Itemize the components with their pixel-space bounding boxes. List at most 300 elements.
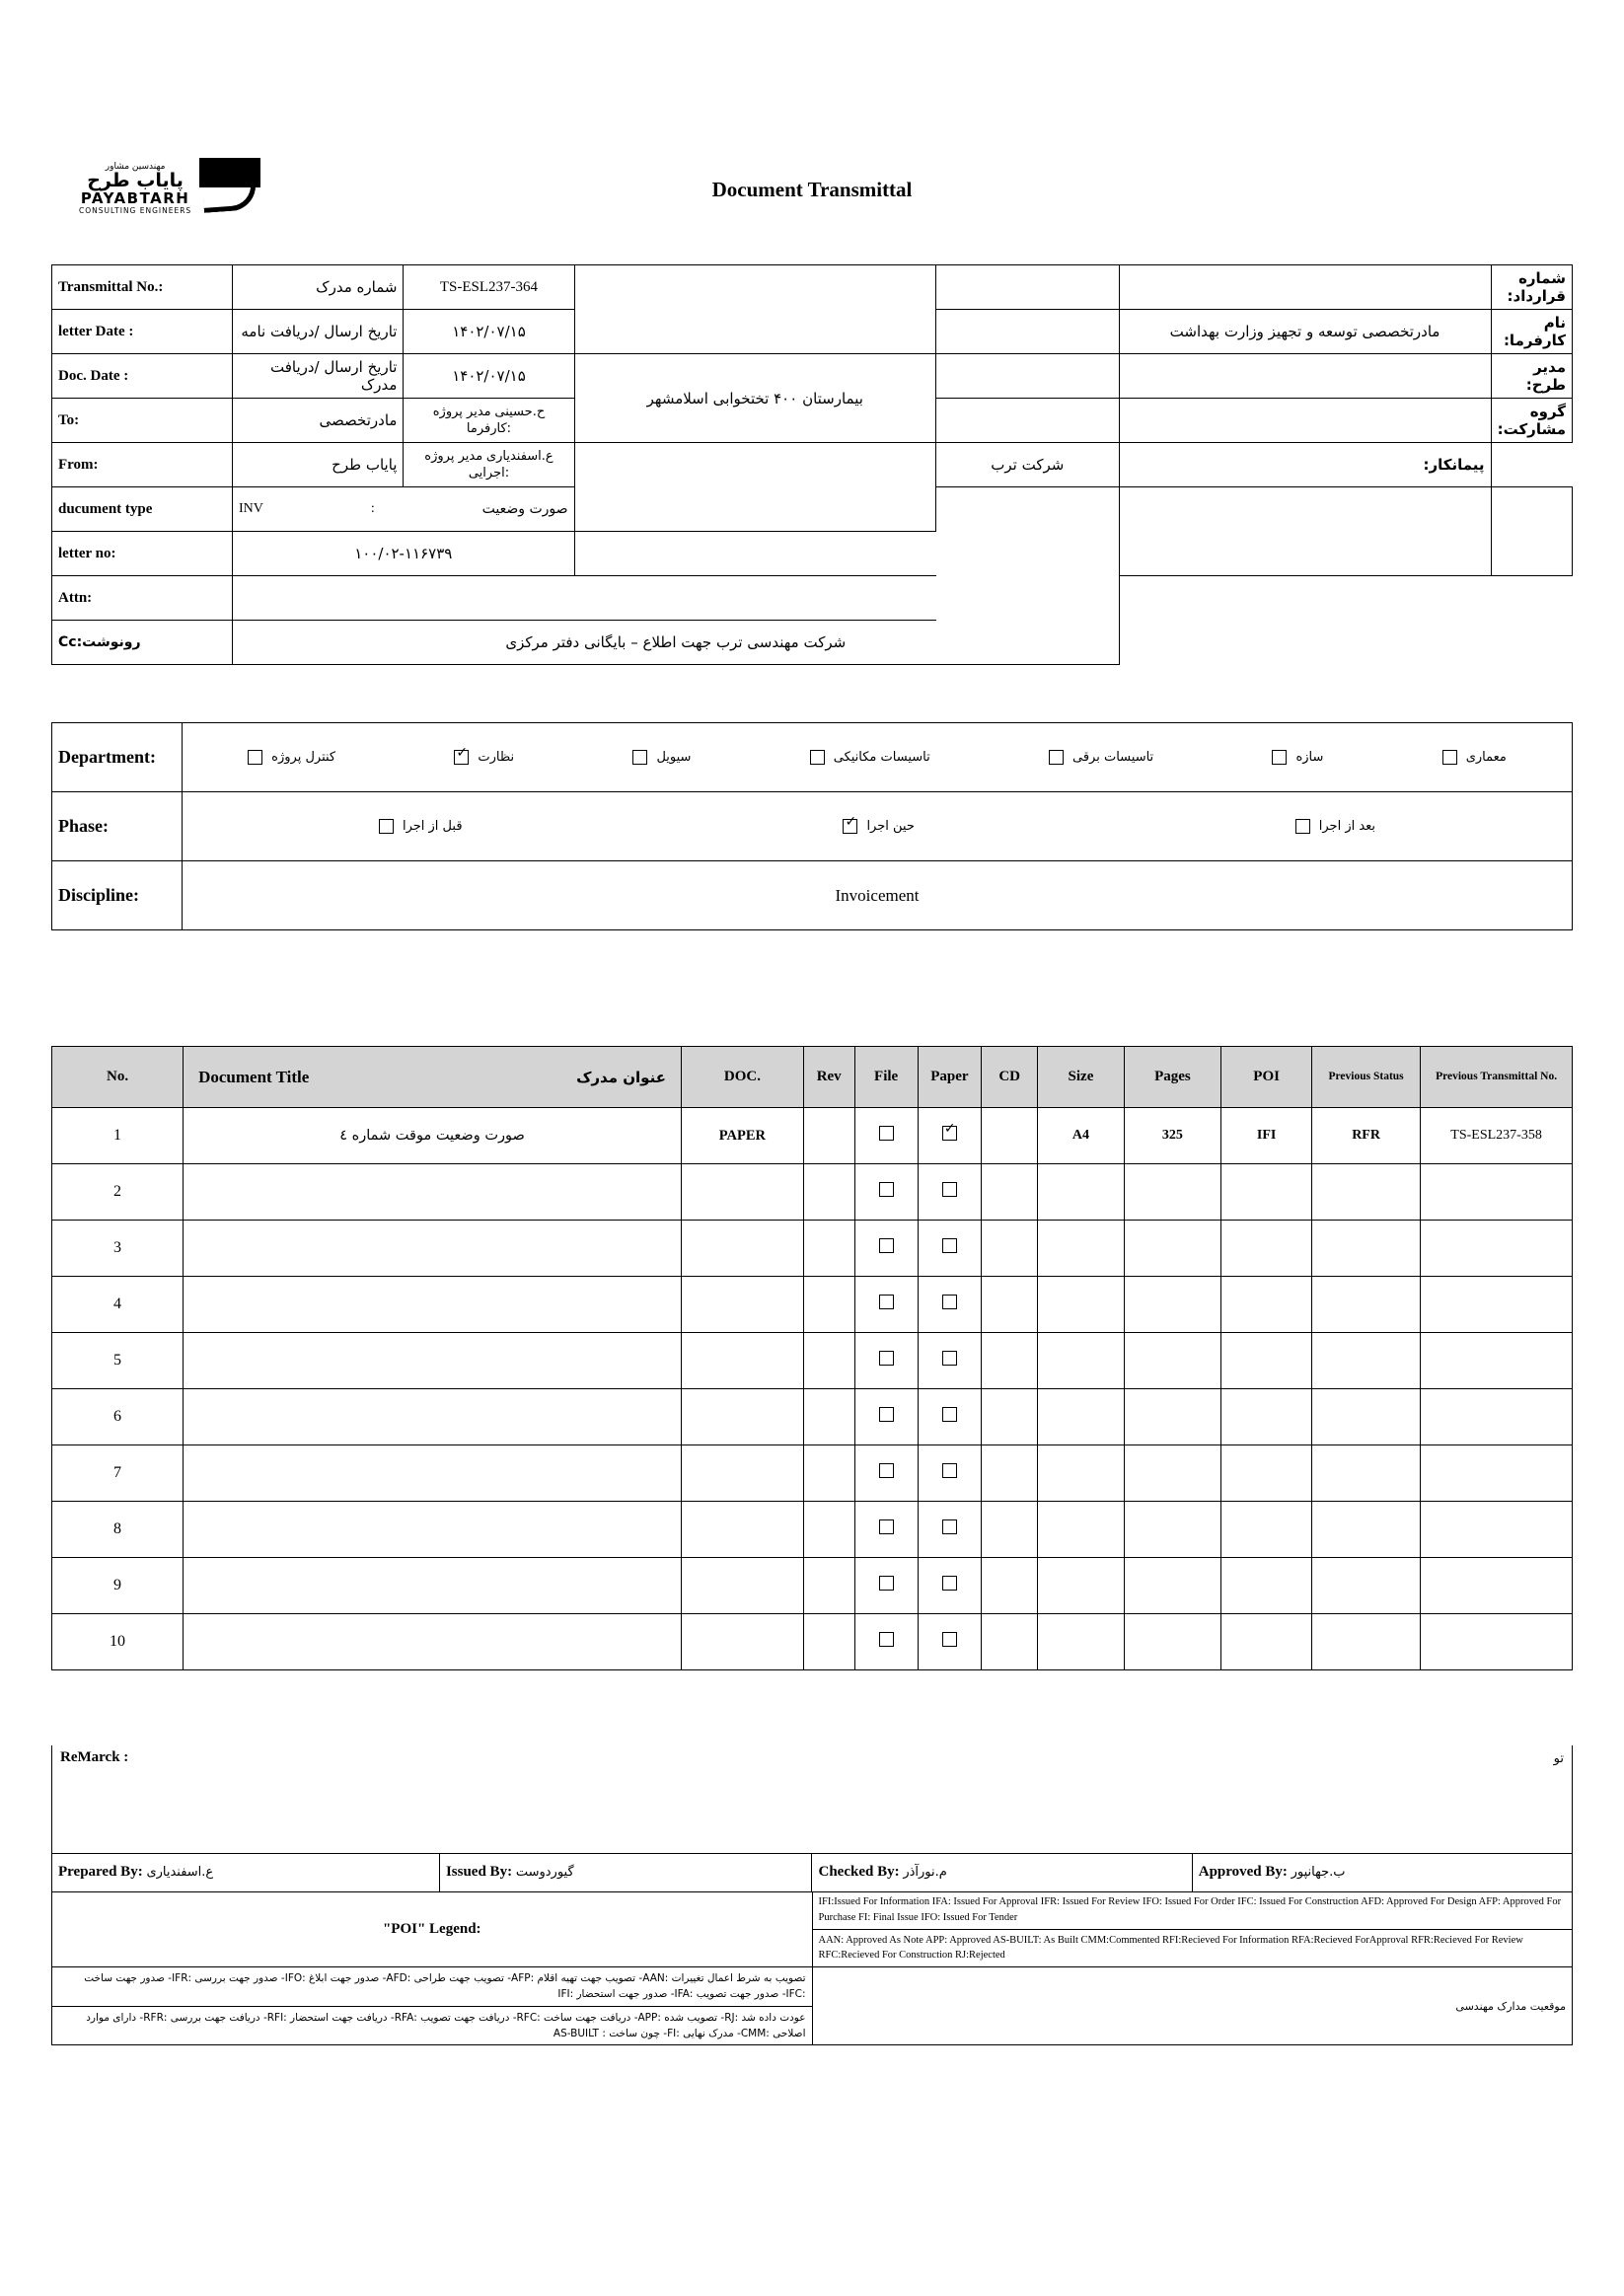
department-checkbox-electrical[interactable] [1049, 750, 1064, 765]
cell-previous-transmittal[interactable] [1421, 1502, 1573, 1558]
cell-previous-status[interactable] [1312, 1164, 1421, 1221]
file-checkbox[interactable] [879, 1519, 894, 1534]
logo-line-4: CONSULTING ENGINEERS [79, 205, 192, 215]
file-checkbox[interactable] [879, 1463, 894, 1478]
cell-previous-status[interactable] [1312, 1445, 1421, 1502]
cell-cd[interactable] [982, 1502, 1038, 1558]
cell-file[interactable] [854, 1502, 918, 1558]
page-title: Document Transmittal [711, 178, 913, 201]
cell-size[interactable] [1038, 1277, 1124, 1333]
cell-pages[interactable] [1124, 1333, 1221, 1389]
cell-previous-transmittal[interactable] [1421, 1277, 1573, 1333]
cell-previous-status: RFR [1312, 1108, 1421, 1164]
value-discipline[interactable]: Invoicement [183, 861, 1573, 930]
cell-previous-transmittal: TS-ESL237-358 [1421, 1108, 1573, 1164]
blank-cell-contractor [574, 443, 936, 532]
cell-no: 2 [52, 1164, 184, 1221]
header-cd: CD [982, 1047, 1038, 1108]
signature-issued-by[interactable] [439, 1854, 812, 1891]
department-label-supervision: نظارت [478, 750, 515, 765]
value-doc-date[interactable]: ۱۴۰۲/۰۷/۱۵ [404, 354, 574, 399]
cell-file[interactable] [854, 1389, 918, 1445]
cell-no: 6 [52, 1389, 184, 1445]
documents-table-header-row [52, 1047, 1573, 1108]
value-checked-by: م.نورآذر [903, 1865, 947, 1881]
cell-previous-status[interactable] [1312, 1502, 1421, 1558]
cell-rev[interactable] [803, 1277, 854, 1333]
poi-legend-fa-line-1: تصویب به شرط اعمال تغییرات :AAN- تصویب جهت تهیه اقلام :AFP- تصویب جهت طراحی :AFD- صدور جهت ابلاغ :IFO- صدور جهت بررسی :IFR- صدور جهت ساخت :IFC- صدور جهت تصویب :IFA- صدور جهت استحضار :IFI [52, 1967, 813, 2007]
cell-no: 10 [52, 1614, 184, 1670]
cell-paper[interactable] [918, 1389, 981, 1445]
header-paper: Paper [918, 1047, 981, 1108]
cell-previous-status[interactable] [1312, 1558, 1421, 1614]
value-from-fa: پایاب طرح [233, 443, 404, 487]
cell-rev[interactable] [803, 1108, 854, 1164]
cell-doc[interactable] [681, 1389, 803, 1445]
value-transmittal-no[interactable]: TS-ESL237-364 [404, 265, 574, 310]
cell-rev[interactable] [803, 1164, 854, 1221]
signature-checked-by[interactable] [812, 1854, 1192, 1891]
phase-item-before[interactable] [379, 819, 463, 834]
remark-box[interactable] [51, 1745, 1573, 1854]
file-checkbox[interactable] [879, 1238, 894, 1253]
department-label-civil: سیویل [656, 750, 692, 765]
cell-file[interactable] [854, 1108, 918, 1164]
cell-poi[interactable] [1221, 1221, 1312, 1277]
cell-previous-transmittal[interactable] [1421, 1614, 1573, 1670]
cell-pages[interactable] [1124, 1614, 1221, 1670]
label-cc [52, 621, 233, 665]
label-approved-by: Approved By: [1198, 1864, 1288, 1881]
label-contractor: پیمانکار: [1119, 443, 1491, 487]
classification-table [51, 722, 1573, 930]
header-no: No. [52, 1047, 184, 1108]
table-row [52, 1502, 1573, 1558]
project-name-cell-top [574, 265, 936, 354]
department-checkbox-supervision[interactable] [454, 750, 469, 765]
cell-doc[interactable] [681, 1445, 803, 1502]
poi-legend-table [51, 1891, 1573, 2045]
cell-previous-transmittal[interactable] [1421, 1333, 1573, 1389]
value-prepared-by: ع.اسفندیاری [146, 1865, 214, 1881]
phase-label-during: حین اجرا [866, 819, 915, 834]
cell-document-title[interactable] [184, 1502, 682, 1558]
label-transmittal-no: Transmittal No.: [52, 265, 233, 310]
department-item-electrical[interactable] [1049, 750, 1153, 765]
label-document-type-fa: صورت وضعیت [481, 501, 568, 517]
label-doc-date: Doc. Date : [52, 354, 233, 399]
department-checkbox-memari[interactable] [1442, 750, 1457, 765]
cell-paper[interactable] [918, 1108, 981, 1164]
paper-checkbox[interactable] [942, 1126, 957, 1141]
label-phase: Phase: [52, 792, 183, 861]
cell-document-title-text: صورت وضعیت موقت شماره ٤ [339, 1128, 525, 1144]
cell-paper[interactable] [918, 1333, 981, 1389]
cell-paper[interactable] [918, 1614, 981, 1670]
label-to: To: [52, 399, 233, 443]
cell-cd[interactable] [982, 1333, 1038, 1389]
table-row [52, 354, 1573, 399]
value-employer-project-manager[interactable] [404, 399, 574, 443]
value-issued-by: گیوردوست [515, 1865, 574, 1881]
label-discipline: Discipline: [52, 861, 183, 930]
table-row [52, 1967, 1573, 2007]
label-design-manager: مدیر طرح: [1491, 354, 1572, 399]
file-checkbox[interactable] [879, 1126, 894, 1141]
file-checkbox[interactable] [879, 1632, 894, 1647]
cell-size[interactable] [1038, 1333, 1124, 1389]
department-item-memari[interactable] [1442, 750, 1507, 765]
label-employer-pm: مدیر پروژه کارفرما: [432, 405, 512, 436]
header-poi: POI [1221, 1047, 1312, 1108]
department-label-mechanical: تاسیسات مکانیکی [833, 750, 930, 765]
label-exec-pm: مدیر پروژه اجرایی: [424, 449, 510, 481]
remark-label: ReMarck : [60, 1749, 129, 1765]
value-to-fa: مادرتخصصی [233, 399, 404, 443]
table-row [52, 443, 1573, 487]
cell-size[interactable] [1038, 1164, 1124, 1221]
department-checkbox-civil[interactable] [632, 750, 647, 765]
label-issued-by: Issued By: [445, 1864, 513, 1881]
cell-cd[interactable] [982, 1389, 1038, 1445]
cell-doc: PAPER [681, 1108, 803, 1164]
right-value-partnership [936, 399, 1120, 443]
header-pages: Pages [1124, 1047, 1221, 1108]
mid-blank-1 [1119, 487, 1491, 576]
cell-size[interactable] [1038, 1558, 1124, 1614]
cell-doc[interactable] [681, 1333, 803, 1389]
cell-poi[interactable] [1221, 1389, 1312, 1445]
document-type-colon: : [370, 501, 375, 516]
cell-rev[interactable] [803, 1333, 854, 1389]
label-prepared-by: Prepared By: [58, 1864, 143, 1881]
cell-previous-transmittal[interactable] [1421, 1389, 1573, 1445]
cell-document-title[interactable] [184, 1389, 682, 1445]
value-employer-name: مادرتخصصی توسعه و تجهیز وزارت بهداشت [1119, 310, 1491, 354]
cell-document-title[interactable] [184, 1221, 682, 1277]
classification-block [51, 722, 1573, 930]
paper-checkbox[interactable] [942, 1519, 957, 1534]
department-item-project-control[interactable] [248, 750, 335, 765]
poi-legend-fa-line-2: عودت داده شد :RJ- تصویب شده :APP- دریافت جهت ساخت :RFC- دریافت جهت تصویب :RFA- دریافت جهت استحضار :RFI- دریافت جهت بررسی :RFR- دارای موارد اصلاحی :CMM- مدرک نهایی :FI- چون ساخت : AS-BUILT [52, 2006, 813, 2045]
header-previous-status: Previous Status [1312, 1047, 1421, 1108]
poi-legend-block [51, 1891, 1573, 2045]
cell-no: 9 [52, 1558, 184, 1614]
table-row [52, 1108, 1573, 1164]
logo-line-3: PAYABTARH [80, 188, 190, 207]
cell-no: 7 [52, 1445, 184, 1502]
cell-pages[interactable] [1124, 1445, 1221, 1502]
cell-no: 1 [52, 1108, 184, 1164]
phase-checkbox-before[interactable] [379, 819, 394, 834]
cell-document-title[interactable] [184, 1108, 682, 1164]
cell-pages[interactable] [1124, 1502, 1221, 1558]
header-file: File [854, 1047, 918, 1108]
cell-previous-status[interactable] [1312, 1221, 1421, 1277]
cell-cd[interactable] [982, 1164, 1038, 1221]
cell-file[interactable] [854, 1333, 918, 1389]
label-from: From: [52, 443, 233, 487]
cell-file[interactable] [854, 1614, 918, 1670]
phase-checkbox-after[interactable] [1295, 819, 1310, 834]
label-attn: Attn: [52, 576, 233, 621]
cell-previous-transmittal[interactable] [1421, 1164, 1573, 1221]
cell-document-title[interactable] [184, 1558, 682, 1614]
label-letter-date-fa: تاریخ ارسال /دریافت نامه [233, 310, 404, 354]
cell-paper[interactable] [918, 1164, 981, 1221]
cell-doc[interactable] [681, 1221, 803, 1277]
phase-label-before: قبل از اجرا [402, 819, 463, 834]
table-row [52, 1445, 1573, 1502]
cell-cd[interactable] [982, 1558, 1038, 1614]
header-previous-transmittal: Previous Transmittal No. [1421, 1047, 1573, 1108]
department-item-sazeh[interactable] [1272, 750, 1323, 765]
header-rev: Rev [803, 1047, 854, 1108]
cell-previous-status[interactable] [1312, 1389, 1421, 1445]
label-cc-fa: Cc:رونوشت [58, 633, 141, 650]
cell-paper[interactable] [918, 1445, 981, 1502]
cell-poi[interactable] [1221, 1277, 1312, 1333]
header-document-title [184, 1047, 682, 1108]
value-document-type: INV [239, 501, 263, 516]
header-document-title-en: Document Title [198, 1067, 310, 1086]
header-size: Size [1038, 1047, 1124, 1108]
cell-pages[interactable] [1124, 1389, 1221, 1445]
label-transmittal-no-fa: شماره مدرک [233, 265, 404, 310]
cell-pages[interactable] [1124, 1558, 1221, 1614]
cell-document-title[interactable] [184, 1614, 682, 1670]
phase-item-during[interactable] [843, 819, 914, 834]
label-contract-no: شماره قرارداد: [1491, 265, 1572, 310]
paper-checkbox[interactable] [942, 1295, 957, 1309]
cell-doc[interactable] [681, 1614, 803, 1670]
cell-paper[interactable] [918, 1558, 981, 1614]
mid-partnership [1119, 399, 1491, 443]
cell-previous-status[interactable] [1312, 1333, 1421, 1389]
value-letter-date[interactable]: ۱۴۰۲/۰۷/۱۵ [404, 310, 574, 354]
signature-table [51, 1854, 1573, 1892]
cell-paper[interactable] [918, 1221, 981, 1277]
cell-rev[interactable] [803, 1558, 854, 1614]
table-row [52, 265, 1573, 310]
department-item-supervision[interactable] [454, 750, 514, 765]
table-row [52, 1389, 1573, 1445]
value-employer-pm-name: ح.حسینی [494, 405, 546, 419]
phase-checkboxes [183, 792, 1573, 861]
cell-document-title[interactable] [184, 1445, 682, 1502]
cell-size[interactable] [1038, 1445, 1124, 1502]
cell-pages: 325 [1124, 1108, 1221, 1164]
cell-size[interactable] [1038, 1614, 1124, 1670]
cell-rev[interactable] [803, 1614, 854, 1670]
department-item-civil[interactable] [632, 750, 691, 765]
cell-file[interactable] [854, 1277, 918, 1333]
department-checkbox-project-control[interactable] [248, 750, 262, 765]
department-label-sazeh: سازه [1295, 750, 1324, 765]
header-doc: DOC. [681, 1047, 803, 1108]
cell-pages[interactable] [1124, 1221, 1221, 1277]
department-label-electrical: تاسیسات برقی [1072, 750, 1154, 765]
department-checkboxes [183, 723, 1573, 792]
file-checkbox[interactable] [879, 1351, 894, 1366]
phase-checkbox-during[interactable] [843, 819, 857, 834]
cell-doc[interactable] [681, 1277, 803, 1333]
cell-poi[interactable] [1221, 1333, 1312, 1389]
remark-note: تو [1553, 1751, 1564, 1766]
signature-row [51, 1854, 1573, 1892]
cell-poi[interactable] [1221, 1558, 1312, 1614]
label-poi-legend: "POI" Legend: [52, 1891, 813, 1967]
cell-file[interactable] [854, 1221, 918, 1277]
right-mid-contract [1119, 265, 1491, 310]
paper-checkbox[interactable] [942, 1576, 957, 1591]
right-value-contract-no [936, 265, 1120, 310]
cell-poi[interactable] [1221, 1445, 1312, 1502]
poi-legend-line-1: IFI:Issued For Information IFA: Issued For Approval IFR: Issued For Review IFO: Issued For Order IFC: Issued For Construction AFD: Approved For Design AFP: Approved For Purchase FI: Final Issue IFO: Issued For Tender [812, 1891, 1573, 1929]
table-row [52, 1164, 1573, 1221]
logo-line-1: مهندسین مشاور [105, 161, 166, 172]
value-exec-pm-name: ع.اسفندیاری [485, 449, 554, 464]
cell-file[interactable] [854, 1164, 918, 1221]
table-row [52, 621, 1573, 665]
cell-previous-status[interactable] [1312, 1614, 1421, 1670]
paper-checkbox[interactable] [942, 1238, 957, 1253]
paper-checkbox[interactable] [942, 1182, 957, 1197]
cell-rev[interactable] [803, 1502, 854, 1558]
cell-pages[interactable] [1124, 1164, 1221, 1221]
cell-cd[interactable] [982, 1221, 1038, 1277]
value-attn[interactable] [233, 576, 1120, 621]
cell-size[interactable] [1038, 1389, 1124, 1445]
header-document-title-fa: عنوان مدرک [576, 1068, 666, 1086]
table-row [52, 1558, 1573, 1614]
label-letter-date: letter Date : [52, 310, 233, 354]
signature-prepared-by[interactable] [52, 1854, 440, 1891]
cell-no: 5 [52, 1333, 184, 1389]
file-checkbox[interactable] [879, 1182, 894, 1197]
table-row [52, 1221, 1573, 1277]
cell-paper[interactable] [918, 1277, 981, 1333]
paper-checkbox[interactable] [942, 1463, 957, 1478]
cell-previous-transmittal[interactable] [1421, 1558, 1573, 1614]
department-checkbox-mechanical[interactable] [810, 750, 825, 765]
poi-legend-line-2: AAN: Approved As Note APP: Approved AS-BUILT: As Built CMM:Commented RFI:Recieved For Information RFA:Recieved ForApproval RFR:Recieved For Review RFC:Recieved For Construction RJ:Rejected [812, 1929, 1573, 1967]
cell-size: A4 [1038, 1108, 1124, 1164]
table-row [52, 1614, 1573, 1670]
right-value-employer [936, 310, 1120, 354]
phase-item-after[interactable] [1295, 819, 1375, 834]
paper-checkbox[interactable] [942, 1351, 957, 1366]
table-row [52, 1277, 1573, 1333]
cell-rev[interactable] [803, 1221, 854, 1277]
cell-file[interactable] [854, 1445, 918, 1502]
signature-approved-by[interactable] [1192, 1854, 1572, 1891]
department-label-project-control: کنترل پروژه [271, 750, 336, 765]
cell-document-title[interactable] [184, 1333, 682, 1389]
cell-doc[interactable] [681, 1502, 803, 1558]
value-cc[interactable]: شرکت مهندسی ترب جهت اطلاع – بایگانی دفتر مرکزی [233, 621, 1120, 665]
cell-cd[interactable] [982, 1277, 1038, 1333]
phase-row [52, 792, 1573, 861]
table-row [52, 576, 1573, 621]
department-label-memari: معماری [1465, 750, 1507, 765]
cell-previous-transmittal[interactable] [1421, 1221, 1573, 1277]
table-row [52, 1333, 1573, 1389]
discipline-row [52, 861, 1573, 930]
documents-table-block [51, 1046, 1573, 1670]
cell-size[interactable] [1038, 1221, 1124, 1277]
label-employer-name: نام کارفرما: [1491, 310, 1572, 354]
cell-doc[interactable] [681, 1558, 803, 1614]
value-document-type-cell[interactable] [233, 487, 575, 532]
department-item-mechanical[interactable] [810, 750, 930, 765]
cell-no: 3 [52, 1221, 184, 1277]
page-header [59, 148, 1565, 257]
file-checkbox[interactable] [879, 1295, 894, 1309]
cell-document-title[interactable] [184, 1277, 682, 1333]
table-row [52, 1891, 1573, 1929]
paper-checkbox[interactable] [942, 1632, 957, 1647]
logo-line-2: پایاب طرح [87, 169, 184, 191]
mid-design-manager [1119, 354, 1491, 399]
cell-poi[interactable] [1221, 1614, 1312, 1670]
cell-cd[interactable] [982, 1614, 1038, 1670]
department-checkbox-sazeh[interactable] [1272, 750, 1287, 765]
label-poi-legend-fa: موقعیت مدارک مهندسی [812, 1967, 1573, 2045]
label-document-type: ducument type [52, 487, 233, 532]
table-row [52, 1854, 1573, 1891]
cell-cd[interactable] [982, 1108, 1038, 1164]
label-letter-no: letter no: [52, 532, 233, 576]
cell-previous-transmittal[interactable] [1421, 1445, 1573, 1502]
right-blank-1 [1491, 487, 1572, 576]
label-doc-date-fa: تاریخ ارسال /دریافت مدرک [233, 354, 404, 399]
value-approved-by: ب.جهانپور [1291, 1865, 1346, 1881]
right-value-design-manager [936, 354, 1120, 399]
cell-file[interactable] [854, 1558, 918, 1614]
label-partnership-group: گروه مشارکت: [1491, 399, 1572, 443]
cell-poi[interactable] [1221, 1164, 1312, 1221]
cell-size[interactable] [1038, 1502, 1124, 1558]
cell-doc[interactable] [681, 1164, 803, 1221]
cell-poi: IFI [1221, 1108, 1312, 1164]
cell-rev[interactable] [803, 1389, 854, 1445]
file-checkbox[interactable] [879, 1576, 894, 1591]
transmittal-info-table [51, 264, 1573, 665]
cell-paper[interactable] [918, 1502, 981, 1558]
cell-no: 8 [52, 1502, 184, 1558]
phase-label-after: بعد از اجرا [1318, 819, 1376, 834]
file-checkbox[interactable] [879, 1407, 894, 1422]
paper-checkbox[interactable] [942, 1407, 957, 1422]
documents-table [51, 1046, 1573, 1670]
cell-previous-status[interactable] [1312, 1277, 1421, 1333]
value-contractor-name: شرکت ترب [936, 443, 1120, 487]
cell-document-title[interactable] [184, 1164, 682, 1221]
transmittal-info-block [51, 264, 1573, 665]
label-checked-by: Checked By: [818, 1864, 900, 1881]
label-department: Department: [52, 723, 183, 792]
cell-cd[interactable] [982, 1445, 1038, 1502]
value-exec-project-manager[interactable] [404, 443, 574, 487]
cell-no: 4 [52, 1277, 184, 1333]
project-name-cell: بیمارستان ۴۰۰ تختخوابی اسلامشهر [574, 354, 936, 443]
value-letter-no[interactable]: ۱۰۰/۰۲-۱۱۶۷۳۹ [233, 532, 575, 576]
department-row [52, 723, 1573, 792]
cell-rev[interactable] [803, 1445, 854, 1502]
cell-pages[interactable] [1124, 1277, 1221, 1333]
cell-poi[interactable] [1221, 1502, 1312, 1558]
